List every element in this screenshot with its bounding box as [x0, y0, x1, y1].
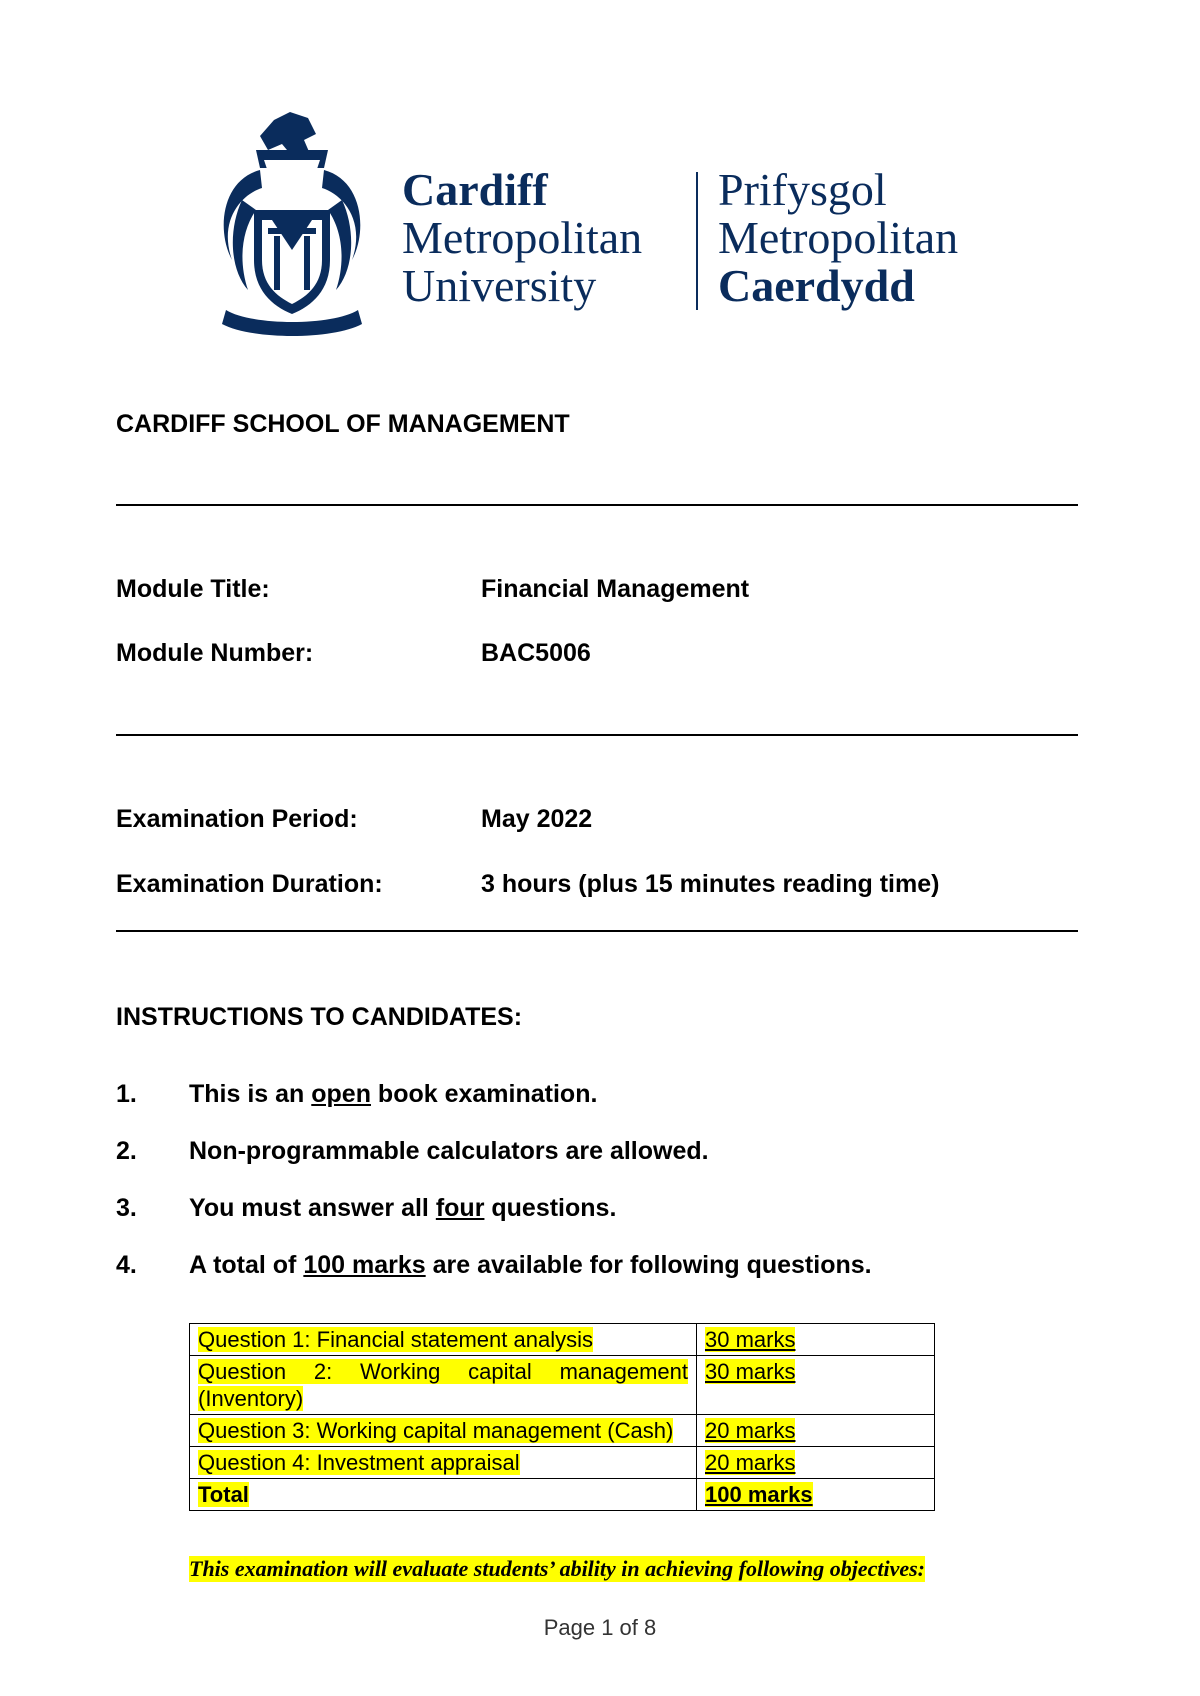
instruction-number: 3. [116, 1194, 137, 1222]
total-marks: 100 marks [705, 1482, 813, 1507]
total-marks-cell [697, 1479, 935, 1511]
table-row [190, 1415, 935, 1447]
question-cell [190, 1447, 697, 1479]
instruction-item [189, 1080, 597, 1109]
logo-welsh-line1: Prifysgol [718, 164, 887, 215]
marks-cell [697, 1356, 935, 1415]
marks-value: 20 marks [705, 1450, 796, 1475]
page-number: Page 1 of 8 [543, 1615, 657, 1640]
instruction-text: A total of [189, 1251, 304, 1279]
table-total-row [190, 1479, 935, 1511]
divider-3 [116, 930, 1078, 932]
divider-2 [116, 734, 1078, 736]
question-cell [190, 1356, 697, 1415]
module-title-value: Financial Management [481, 575, 750, 603]
marks-cell [697, 1324, 935, 1356]
instruction-text: You must answer all [189, 1194, 436, 1222]
question-label: Question 4: Investment appraisal [198, 1450, 520, 1475]
divider-1 [116, 504, 1078, 506]
marks-cell [697, 1447, 935, 1479]
instruction-emphasis: open [311, 1080, 371, 1108]
module-number-label: Module Number: [116, 639, 314, 667]
table-row [190, 1324, 935, 1356]
instruction-text: questions. [484, 1194, 617, 1222]
university-crest-icon [212, 110, 372, 342]
school-name: CARDIFF SCHOOL OF MANAGEMENT [116, 410, 570, 438]
instruction-text: Non-programmable calculators are allowed. [189, 1137, 709, 1165]
marks-cell [697, 1415, 935, 1447]
logo-welsh-line3: Caerdydd [718, 260, 915, 311]
instruction-item [189, 1251, 872, 1280]
logo-english-line3: University [402, 260, 597, 311]
exam-period-label: Examination Period: [116, 805, 358, 833]
instruction-text: This is an [189, 1080, 312, 1108]
instruction-emphasis: 100 marks [303, 1251, 426, 1279]
instruction-text: book examination. [370, 1080, 598, 1108]
total-label: Total [198, 1482, 249, 1507]
question-label: Question 1: Financial statement analysis [198, 1327, 593, 1352]
objectives-statement: This examination will evaluate students’ ability in achieving following objectives: [189, 1556, 925, 1581]
logo-english-line1: Cardiff [402, 164, 548, 215]
instruction-item [189, 1137, 709, 1166]
instruction-emphasis: four [435, 1194, 485, 1222]
university-logo [212, 110, 992, 342]
table-row [190, 1447, 935, 1479]
marks-value: 30 marks [705, 1327, 796, 1352]
exam-duration-value: 3 hours (plus 15 minutes reading time) [481, 870, 940, 898]
instruction-number: 2. [116, 1137, 137, 1165]
module-title-label: Module Title: [116, 575, 270, 603]
instruction-item [189, 1194, 616, 1223]
instructions-heading: INSTRUCTIONS TO CANDIDATES: [116, 1003, 523, 1031]
marks-value: 20 marks [705, 1418, 796, 1443]
logo-divider [696, 172, 698, 310]
marks-value: 30 marks [705, 1359, 796, 1384]
question-cell [190, 1324, 697, 1356]
instruction-text: are available for following questions. [425, 1251, 872, 1279]
module-number-value: BAC5006 [481, 639, 591, 667]
question-label: Question 3: Working capital management (Cash) [198, 1418, 674, 1443]
exam-period-value: May 2022 [481, 805, 593, 833]
logo-welsh-line2: Metropolitan [718, 212, 959, 263]
total-label-cell [190, 1479, 697, 1511]
question-cell [190, 1415, 697, 1447]
instruction-number: 1. [116, 1080, 137, 1108]
marks-table [189, 1323, 935, 1511]
instruction-number: 4. [116, 1251, 137, 1279]
exam-duration-label: Examination Duration: [116, 870, 383, 898]
logo-english-line2: Metropolitan [402, 212, 643, 263]
table-row [190, 1356, 935, 1415]
question-label: Question 2: Working capital management (Inventory) [198, 1359, 688, 1411]
